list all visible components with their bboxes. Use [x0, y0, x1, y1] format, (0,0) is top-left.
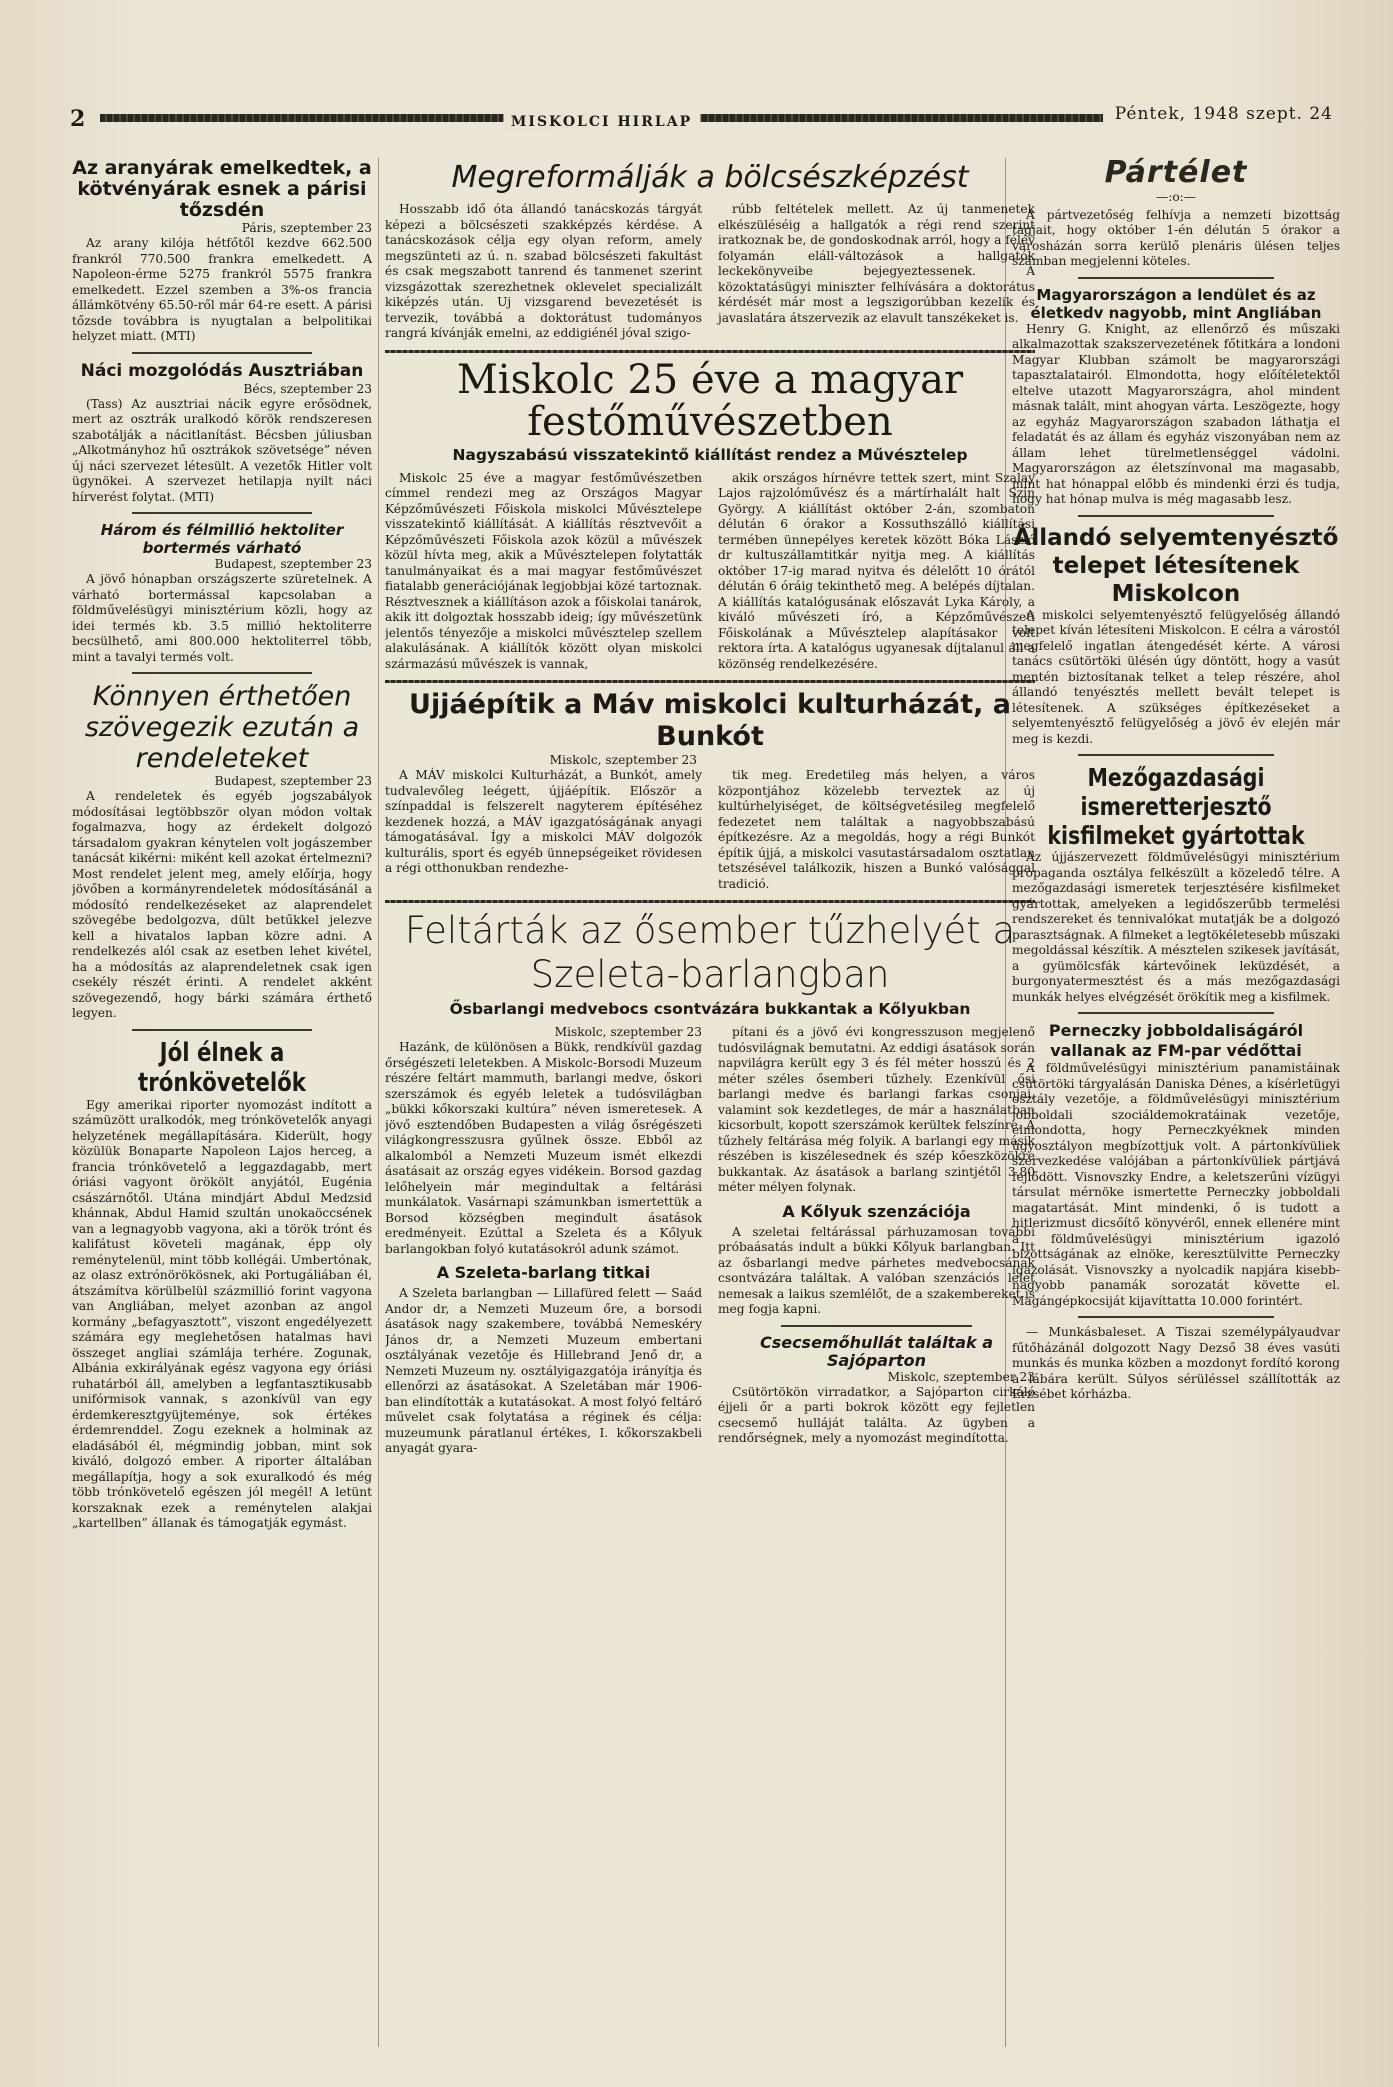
subhead-szeleta: A Szeleta-barlang titkai	[436, 1263, 651, 1282]
separator	[132, 1029, 312, 1031]
article-body: akik országos hírnévre tettek szert, mint Szalay Lajos rajzolóművész és a mártírhalált halt Szin György. A kiállítást október 2-án, szombaton délután 6 órakor a Kossuthszálló kiállítási termében ünnepélyes keretek között Bóka László dr kultuszállamtitkár nyitja meg. A kiállítás október 17-ig marad nyitva és délelőtt 10 órától délután 6 óráig tekinthető meg. A belépés díjtalan. A kiállítás katalógusának előszavát Lyka Károly, a kiváló művészeti író, a Képzőművészeti Főiskolának a Művésztelep alapításakor volt rektora írta. A katalógus ugyanesak díjtalanul áll a közönség rendelkezésére.	[718, 470, 1035, 671]
article-body: A jövő hónapban országszerte szüretelnek. A várható bortermással kapcsolaban a földművelésügyi minisztérium közli, hogy az idei termés kb. 3.5 millió hektoliterre becsülhető, ami 800.000 hektoliterrel több, mint a tavalyi termés volt.	[72, 572, 372, 664]
separator	[385, 680, 1035, 683]
headline-party-life: Pártélet	[1104, 155, 1248, 190]
article-body: A szeletai feltárással párhuzamosan további próbaásatás indult a bükki Kőlyuk barlangban. Itt az ősbarlangi medve párhetes medvebocsának csontvázára találtak. A valóban szenzációs lelet nemesak a laikus szemlélőt, de a szakembereket is meg fogja kapni.	[718, 1224, 1035, 1316]
headline-humanities: Megreformálják a bölcsészképzést	[451, 160, 969, 195]
article-bunko	[385, 768, 1035, 894]
page-number: 2	[70, 106, 86, 132]
separator	[1078, 754, 1275, 756]
headline-perneczky: Perneczky jobboldaliságáról vallanak az FM-par védőttai	[1048, 1021, 1304, 1060]
article-art	[385, 471, 1035, 675]
article-body: Csütörtökön virradatkor, a Sajóparton cirkáló éjjeli őr a parti bokrok között egy fejletlen csecsemő hulláját találta. Az ügyben a rendőrségnek, mely a nyomozást megindította.	[718, 1384, 1035, 1445]
headline-knight: Magyarországon a lendület és az életkedv nagyobb, mint Angliában	[1030, 285, 1322, 322]
separator	[781, 1325, 971, 1327]
separator	[1078, 1316, 1275, 1318]
article-body: A földművelésügyi minisztérium panamistáinak csütörtöki tárgyalásán Daniska Dénes, a kísérletügyi osztály vezetője, a földművelésügyi minisztérium jobboldali szociáldemokratáinak vezetője, elmondotta, hogy Perneczkyéknek minden ügyosztályon megbízottjuk volt. A pártonkívüliek szervezkedése valójában a pártonkívüliek pártjává fejlődött. Visnovszky Endre, a keletszerűni vízügyi társulat mérnöke ismertette Perneczky jobboldali magatartását. Mint mindenki, ő is tudott a hitlerizmust dicsőítő könyvéről, ennek ellenére mint a földművelésügyi minisztérium igazoló bizottságának az elnöke, keresztülvitte Perneczky igazolását. Visnovszky a nyolcadik napjára kisebb-nagyobb panamák sorozatát követte el. Magángépkocsiját kijavíttatta 10.000 forintért.	[1012, 1061, 1340, 1308]
separator	[132, 512, 312, 514]
article-body-accident: — Munkásbaleset. A Tiszai személypályaudvar fűtőházánál dolgozott Nagy Dezső 38 éves vasúti munkás és munka közben a mozdonyt fordító korong a lábára került. Súlyos sérüléssel szállították az Erzsébet kórházba.	[1012, 1325, 1340, 1401]
separator	[132, 672, 312, 674]
article-caveman	[385, 1025, 1035, 1459]
article-body: Hosszabb idő óta állandó tanácskozás tárgyát képezi a bölcsészeti szakképzés kérdése. A tanácskozások célja egy olyan reform, amely megszünteti az ú. n. szabad bölcsészeti fakultást és csak megszabott tanrend és tanmenet szerint vizsgázottak szerezhetnek oklevelet specializált kiképzés után. Uj vizsgarend bevezetését is tervezik, továbbá a doktorátust tudományos rangrá kívánják emelni, az eddigiénél jóval szigo-	[385, 202, 702, 340]
article-body: rúbb feltételek mellett. Az új tanmenetek elkészüléséig a hallgatók a régi rend szerint iratkoznak be, de gondoskodnak arról, hogy a félév folyamán eláll-változások a hallgatók leckekönyveibe bejegyeztessenek. A közoktatásügyi miniszter felhívására a doktorátus kérdését már most a legszigorúbban kezelik és javaslatára átszervezik az elavult tanszékeket is.	[718, 202, 1035, 325]
article-body: Henry G. Knight, az ellenőrző és műszaki alkalmazottak szakszervezetének főtitkára a londoni Magyar Klubban számolt be magyarországi tapasztalatairól. Elmondotta, hogy előítéletektől eltelve utazott Magyarországra, ahol mindent másnak talált, mint ahogyan várta. Leszögezte, hogy az egyház Magyarországon szabadon láthatja el feladatát és az állam és egyház viszonyában nem az állam lehet türelmetlenséggel vádolni. Magyarországon az életszínvonal ma magasabb, mint hat hónappal előbb és mindenki érzi és tudja, hogy hat hónap mulva is még magasabb lesz.	[1012, 321, 1340, 506]
headline-pretenders: Jól élnek a trónkövetelők	[138, 1037, 306, 1098]
issue-date: Péntek, 1948 szept. 24	[1114, 104, 1333, 124]
article-body: Az arany kilója hétfőtől kezdve 662.500 frankról 770.500 frankra emelkedett. A Napoleon-érme 5275 frankról 5575 frankra emelkedett. Ezzel szemben a 3%-os francia állámkötvény 65.50-ről már 64-re esett. A párisi tőzsde továbbra is nyugtalan a belpolitikai helyzet miatt. (MTI)	[72, 236, 372, 343]
headline-gold-prices: Az aranyárak emelkedtek, a kötvényárak esnek a párisi tőzsdén	[72, 158, 372, 221]
column-divider	[378, 158, 379, 2047]
article-humanities	[385, 202, 1035, 344]
headline-art: Miskolc 25 éve a magyar festőművészetben	[456, 356, 964, 445]
dateline: Budapest, szeptember 23	[214, 774, 372, 788]
article-body: Miskolc 25 éve a magyar festőművészetben címmel rendezi meg az Országos Magyar Képzőművészeti Főiskola miskolci Művésztelepe visszatekintő kiállítását. A kiállítás résztvevőit a Képzőművészeti Főiskola azok közül a művészek közül hívta meg, akik a Művésztelepen folytatták tanulmányaikat és a mai magyar festőművészet fiatalabb generációjának legjobbjai közé tartoznak. Résztvesznek a kiállításon azok a főiskolai tanárok, akik itt dolgoztak hosszabb ideig; így művészetünk jelentős tényezője a miskolci művésztelep szellem alakulásának. A kiállítók között olyan miskolci származású művészek is vannak,	[385, 470, 702, 671]
column-right: Pártélet —:o:— A pártvezetőség felhívja a nemzeti bizottság tagjait, hogy október 1-én délután 5 órakor a városházán sorra kerülő plenáris ülésen teljes számban megjelenni köteles. Magyarországon a lendület és az életkedv nagyobb, mint Angliában Henry G. Knight, az ellenőrző és műszaki alkalmazottak szakszervezetének főtitkára a londoni Magyar Klubban számolt be magyarországi tapasztalatairól. Elmondotta, hogy előítéletektől eltelve utazott Magyarországra, ahol mindent másnak talált, mint ahogyan várta. Leszögezte, hogy az egyház Magyarországon szabadon láthatja el feladatát és az állam és egyház viszonyában nem az állam lehet türelmetlenséggel vádolni. Magyarországon az életszínvonal ma magasabb, mint hat hónappal előbb és mindenki érzi és tudja, hogy hat hónap mulva is még magasabb lesz. Állandó selyemtenyésztő telepet létesítenek Miskolcon A miskolci selyemtenyésztő felügyelőség állandó telepet kíván létesíteni Miskolcon. E célra a várostól megfelelő ingatlan átengedését kérte. A városi tanács csütörtöki ülésén úgy döntött, hogy a vasút mentén biztosítanak telket a telep részére, ahol állandó tenyésztés mellett bevált telepet is létesítenek. A szükséges építkezéseket a selyemtenyésztő felügyelőség a jövő év elején már meg is kezdi. Mezőgazdasági ismeretterjesztő kisfilmeket gyártottak Az újjászervezett földművelésügyi minisztérium propaganda osztálya felkészült a közeledő télre. A mezőgazdasági ismeretek terjesztésére kisfilmeket gyártottak, amelyeken a legidőszerűbb termelési rendszereket és tennivalókat mutatják be a dolgozó parasztságnak. A filmeket a legtökéletesebb műszaki megoldással készítik. A mésztelen szikesek javítását, a gyümölcsfák kártevőinek leküzdését, a burgonyatermesztést és a más mezőgazdasági munkák helyes elvégzését örökítik meg a kisfilmek. Perneczky jobboldaliságáról vallanak az FM-par védőttai A földművelésügyi minisztérium panamistáinak csütörtöki tárgyalásán Daniska Dénes, a kísérletügyi osztály vezetője, a földművelésügyi minisztérium jobboldali szociáldemokratáinak vezetője, elmondotta, hogy Perneczkyéknek minden ügyosztályon megbízottjuk volt. A pártonkívüliek szervezkedése valójában a pártonkívüliek pártjává fejlődött. Visnovszky Endre, a keletszerűni vízügyi társulat mérnöke ismertette Perneczky jobboldali magatartását. Mint mindenki, ő is tudott a hitlerizmust dicsőítő könyvéről, ennek ellenére mint a földművelésügyi minisztérium igazoló bizottságának az elnöke, keresztülvitte Perneczky igazolását. Visnovszky a nyolcadik napjára kisebb-nagyobb panamák sorozatát követte el. Magángépkocsiját kijavíttatta 10.000 forintért. — Munkásbaleset. A Tiszai személypályaudvar fűtőházánál dolgozott Nagy Dezső 38 éves vasúti munkás és munka közben a mozdonyt fordító korong a lábára került. Súlyos sérüléssel szállították az Erzsébet kórházba.	[1012, 155, 1340, 1401]
headline-caveman: Feltárták az ősember tűzhelyét a Szeleta-barlangban	[404, 909, 1016, 996]
separator	[385, 350, 1035, 353]
dateline: Miskolc, szeptember 23	[554, 1025, 702, 1039]
masthead-title: MISKOLCI HIRLAP	[503, 114, 700, 130]
separator	[1078, 277, 1275, 279]
column-left	[72, 158, 372, 2053]
dateline: Miskolc, szeptember 23	[549, 753, 697, 767]
headline-bunko: Ujjáépítik a Máv miskolci kulturházát, a Bunkót	[409, 689, 1011, 752]
article-body: A miskolci selyemtenyésztő felügyelőség állandó telepet kíván létesíteni Miskolcon. E célra a várostól megfelelő ingatlan átengedését kérte. A városi tanács csütörtöki ülésén úgy döntött, hogy a vasút mentén biztosítanak telket a telep részére, ahol állandó tenyésztés mellett bevált telepet is létesítenek. A szükséges építkezéseket a selyemtenyésztő felügyelőség a jövő év elején már meg is kezdi.	[1012, 607, 1340, 746]
subhead-kolyuk: A Kőlyuk szenzációja	[782, 1201, 971, 1221]
separator	[385, 900, 1035, 903]
headline-nazi: Náci mozgolódás Ausztriában	[80, 360, 364, 381]
dateline: Budapest, szeptember 23	[214, 557, 372, 571]
article-body: Az újjászervezett földművelésügyi minisztérium propaganda osztálya felkészült a közeledő télre. A mezőgazdasági ismeretek terjesztésére kisfilmeket gyártottak, amelyeken a legidőszerűbb termelési rendszereket és tennivalókat mutatják be a dolgozó parasztságnak. A filmeket a legtökéletesebb műszaki megoldással készítik. A mésztelen szikesek javítását, a gyümölcsfák kártevőinek leküzdését, a burgonyatermesztést és a más mezőgazdasági munkák helyes elvégzését örökítik meg a kisfilmek.	[1012, 850, 1340, 1004]
article-body: Hazánk, de különösen a Bükk, rendkívül gazdag őrségészeti leletekben. A Miskolc-Borsodi Muzeum részére feltárt mammuth, barlangi medve, őskori szerszámok és egyéb leletek a tudósvilágban „bükki kőkorszaki kultúra” néven ismeretesek. A jövő esztendőben Budapesten a világ ősrégészeti világkongresszusra gyűlnek össze. Ebből az alkalomból a Nemzeti Muzeum ismét elkezdi ásatásait az ország egyes vidékein. Borsod gazdag lelőhelyein már megindultak a feltárási munkálatok. Vasárnapi számunkban ismertettük a Borsod községben megindult ásatások eredményeit. Ezúttal a Szeleta és a Kőlyuk barlangokban folyó kutatásokról adunk számot.	[385, 1040, 702, 1256]
separator	[1078, 515, 1275, 517]
page-header	[70, 104, 1333, 134]
dateline: Bécs, szeptember 23	[243, 381, 372, 396]
article-body: A pártvezetőség felhívja a nemzeti bizottság tagjait, hogy október 1-én délután 5 órakor a városházán sorra kerülő plenáris ülésen teljes számban megjelenni köteles.	[1012, 207, 1340, 268]
article-body: A Szeleta barlangban — Lillafüred felett — Saád Andor dr, a Nemzeti Muzeum őre, a borsodi ásatások nagy szakembere, továbbá Nemeskéry János dr, a Nemzeti Muzeum embertani osztályának vezetője és Hillebrand Jenő dr, a Nemzeti Muzeum ny. osztályigazgatója irányítja és ellenőrzi az ásatásokat. A Szeletában már 1906-ban elindították a kutatásokat. A most folyó feltáró művelet csak folytatása a réginek és célja: muzeumunk páratlanul értékes, I. kőkorszakbeli anyagát gyara-	[385, 1286, 702, 1455]
masthead-rule	[100, 114, 1103, 130]
article-body: (Tass) Az ausztriai nácik egyre erősödnek, mert az osztrák uralkodó körök rendszeresen szabotálják a nácitlanítást. Bécsben júliusban „Alkotmányhoz hű osztrákok szövetsége” néven új náci szervezet létesült. A vezetők Hitler volt ügynökei. A szervezet hetilapja nyilt náci hírverést folytat. (MTI)	[72, 396, 372, 504]
article-body: A rendeletek és egyéb jogszabályok módosításai legtöbbször olyan módon voltak fogalmazva, hogy az érdekelt dolgozó társadalom gyakran kénytelen volt jogászember tanácsát kikérni: miként kell azokat értelmezni? Most rendelet jelent meg, amely előírja, hogy jövőben a kormányrendeletek módosításánál a módosító rendelkezéseket az alaprendelet szövegébe bedolgozva, dült betűkkel jelezve kell a hivatalos lapban közre adni. A rendelkezés alól csak az esetben lehet kivétel, ha a módosítás az alaprendeletnek csak igen csekély részét érinti. A rendelet akként szövegezendő, hogy bárki számára érthető legyen.	[72, 789, 372, 1020]
separator	[132, 352, 312, 354]
dateline: Páris, szeptember 23	[241, 221, 372, 235]
article-body: tik meg. Eredetileg más helyen, a város központjához közelebb terveztek az új kultúrhelyiséget, de költségvetésileg megfelelő fedezetet nem találtak a nagyobbszabású építkezésre. Az a megoldás, hogy a régi Bunkót építik újjá, a miskolci vasutastársadalom osztatlan tetszésével találkozik, hiszen a Bunkó valósággal tradició.	[718, 768, 1035, 891]
headline-wine: Három és félmillió hektoliter bortermés várható	[100, 521, 344, 557]
dateline: Miskolc, szeptember 23	[887, 1369, 1035, 1384]
headline-films: Mezőgazdasági ismeretterjesztő kisfilmeket gyártottak	[1047, 763, 1305, 850]
article-body: Egy amerikai riporter nyomozást indított a számüzött uralkodók, meg trónkövetelők anyagi helyzetének megállapítására. Kiderült, hogy közülük Bonaparte Napoleon Lajos herceg, a francia trónkövetelő a leggazdagabb, mert óriási vagyont örökölt anyjától, Eugénia császárnőtől. Utána mindjárt Abdul Medzsid khánnak, Abdul Hamid szultán unokaöccsének van a legnagyobb vagyona, aki a török trónt és kalifátust követeli magának, épp oly reménytelenül, mint több kollégái. Umbertónak, az olasz extrónörökösnek, aki Portugáliában él, átszámítva körülbelül százmillió forint vagyona van Angliában, melyet azonban az angol kormány „befagyasztott”, viszont engedélyezett számára egy meglehetősen hatalmas havi összeget angliai számlája terhére. Zogunak, Albánia exkirályának egész vagyona egy óriási ruhatárból áll, amelyben a legfantasztikusabb unifórmisok vannak, s azonkívül van egy érdemkeresztgyüjteménye, sok értékes érdemrenddel. Zogu ezeknek a holminak az eladásából él, mégmindig jobban, mint sok kiváló, dolgozó ember. A riporter általában megállapítja, hogy a sok exuralkodó és még több trónkövetelő egészen jól megél! A letünt korszaknak ezek a reménytelen alakjai „kartellben” állanak és támogatják egymást.	[72, 1097, 372, 1530]
subheadline-art: Nagyszabású visszatekintő kiállítást rendez a Művésztelep	[452, 445, 968, 464]
headline-silk: Állandó selyemtenyésztő telepet létesítenek Miskolcon	[1013, 524, 1339, 607]
separator	[1078, 1012, 1275, 1014]
article-body: pítani és a jövő évi kongresszuson megjelenő tudósvilágnak bemutatni. Az eddigi ásatások során napvilágra került egy 3 és fél méter hosszú és 2 méter széles ősemberi tűzhely. Ezenkívül ősi barlangi medve és barlangi farkas csonjai, valamint sok kezdetleges, de már a használatban kicsorbult, kopott szerszámok kerültek felszínre. A tűzhely feltárása még folyik. A barlangi egy másik részében is kiszélesednek és szép kőeszközökre bukkantak. Az ásatások a barlang szintjétől 3.80 méter mélyen folynak.	[718, 1025, 1035, 1194]
subheadline-caveman: Ősbarlangi medvebocs csontvázára bukkantak a Kőlyukban	[449, 1000, 971, 1018]
headline-infant: Csecsemőhullát találtak a Sajóparton	[759, 1332, 994, 1370]
headline-decrees: Könnyen érthetően szövegezik ezután a rendeleteket	[84, 681, 360, 774]
article-body: A MÁV miskolci Kulturházát, a Bunkót, amely tudvalevőleg leégett, újjáépítik. Először a színpaddal is felszerelt nagyterem építéséhez kezdenek hozzá, a MÁV igazgatóságának anyagi támogatásával. Így a miskolci MÁV dolgozók kulturális, sport és egyéb ünnepségeiket rövidesen a régi otthonukban rendezhe-	[385, 768, 702, 875]
column-center	[385, 160, 1035, 2050]
